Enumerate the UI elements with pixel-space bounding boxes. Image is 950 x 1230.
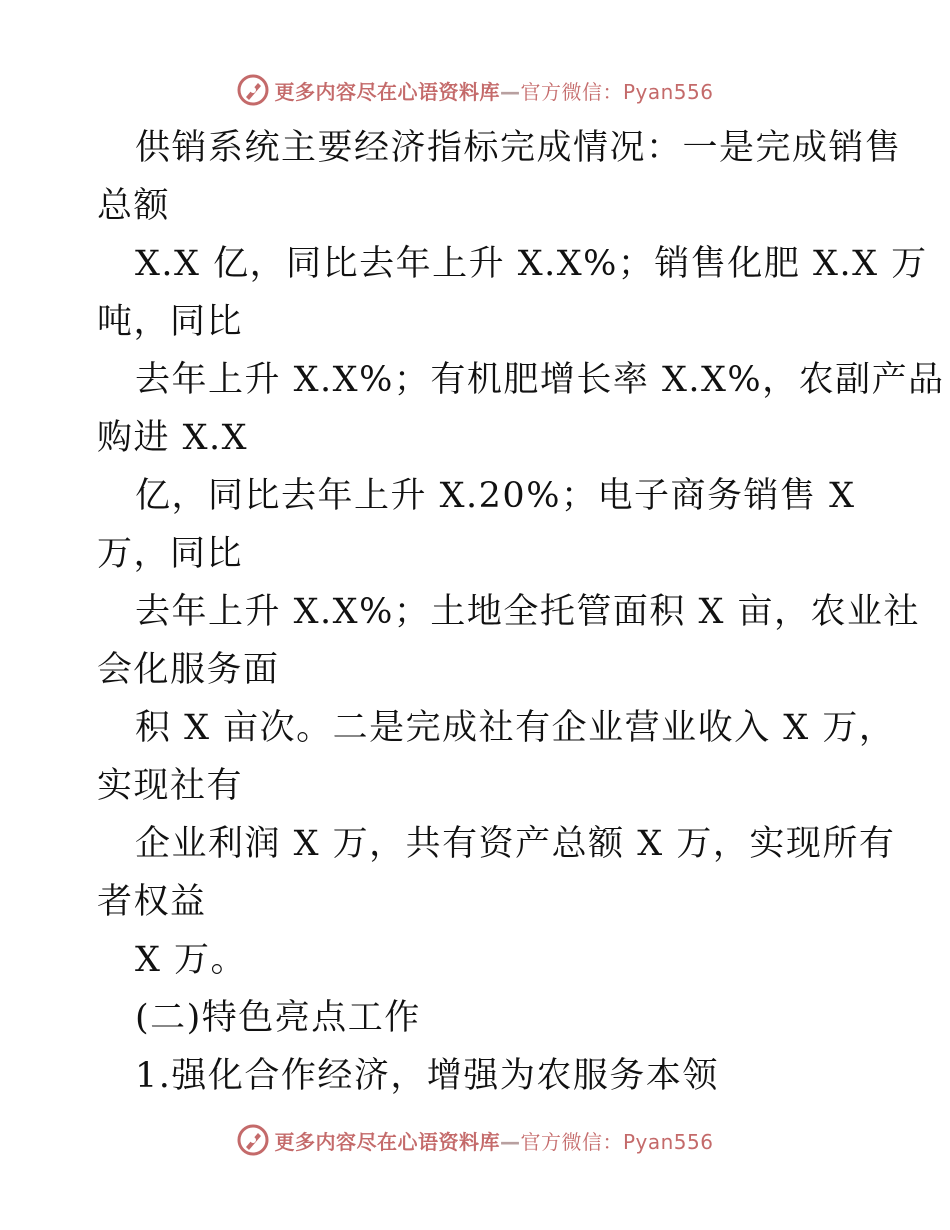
paragraph-line: 总额 [97,186,171,226]
footer-watermark [0,1120,950,1160]
subsection-heading: 1.强化合作经济，增强为农服务本领 [135,1056,719,1096]
pen-logo-icon [236,1123,270,1157]
watermark-title: 更多内容尽在心语资料库 [274,79,500,104]
watermark-suffix: 官方微信：Pyan556 [520,79,714,104]
watermark-dash: — [499,79,521,104]
pen-logo-icon [236,73,270,107]
paragraph-line: 吨，同比 [97,302,244,342]
watermark-text [274,76,713,105]
paragraph-line: 亿，同比去年上升 X.20%；电子商务销售 X [135,476,856,516]
paragraph-line: 者权益 [97,882,207,922]
section-heading: (二)特色亮点工作 [135,998,421,1038]
paragraph-line: 积 X 亩次。二是完成社有企业营业收入 X 万， [135,708,896,748]
paragraph-line: 实现社有 [97,766,244,806]
paragraph-line: 购进 X.X [97,418,249,458]
watermark-suffix: 官方微信：Pyan556 [520,1129,714,1154]
watermark-dash: — [499,1129,521,1154]
watermark-text [274,1126,713,1155]
paragraph-line: X 万。 [135,940,248,980]
paragraph-line: X.X 亿，同比去年上升 X.X%；销售化肥 X.X 万 [135,244,928,284]
paragraph-line: 企业利润 X 万，共有资产总额 X 万，实现所有 [135,824,896,864]
header-watermark [0,70,950,110]
watermark-title: 更多内容尽在心语资料库 [274,1129,500,1154]
paragraph-line: 供销系统主要经济指标完成情况：一是完成销售 [135,128,902,168]
paragraph-line: 去年上升 X.X%；土地全托管面积 X 亩，农业社 [135,592,921,632]
paragraph-line: 会化服务面 [97,650,280,690]
paragraph-line: 去年上升 X.X%；有机肥增长率 X.X%，农副产品 [135,360,945,400]
paragraph-line: 万，同比 [97,534,244,574]
